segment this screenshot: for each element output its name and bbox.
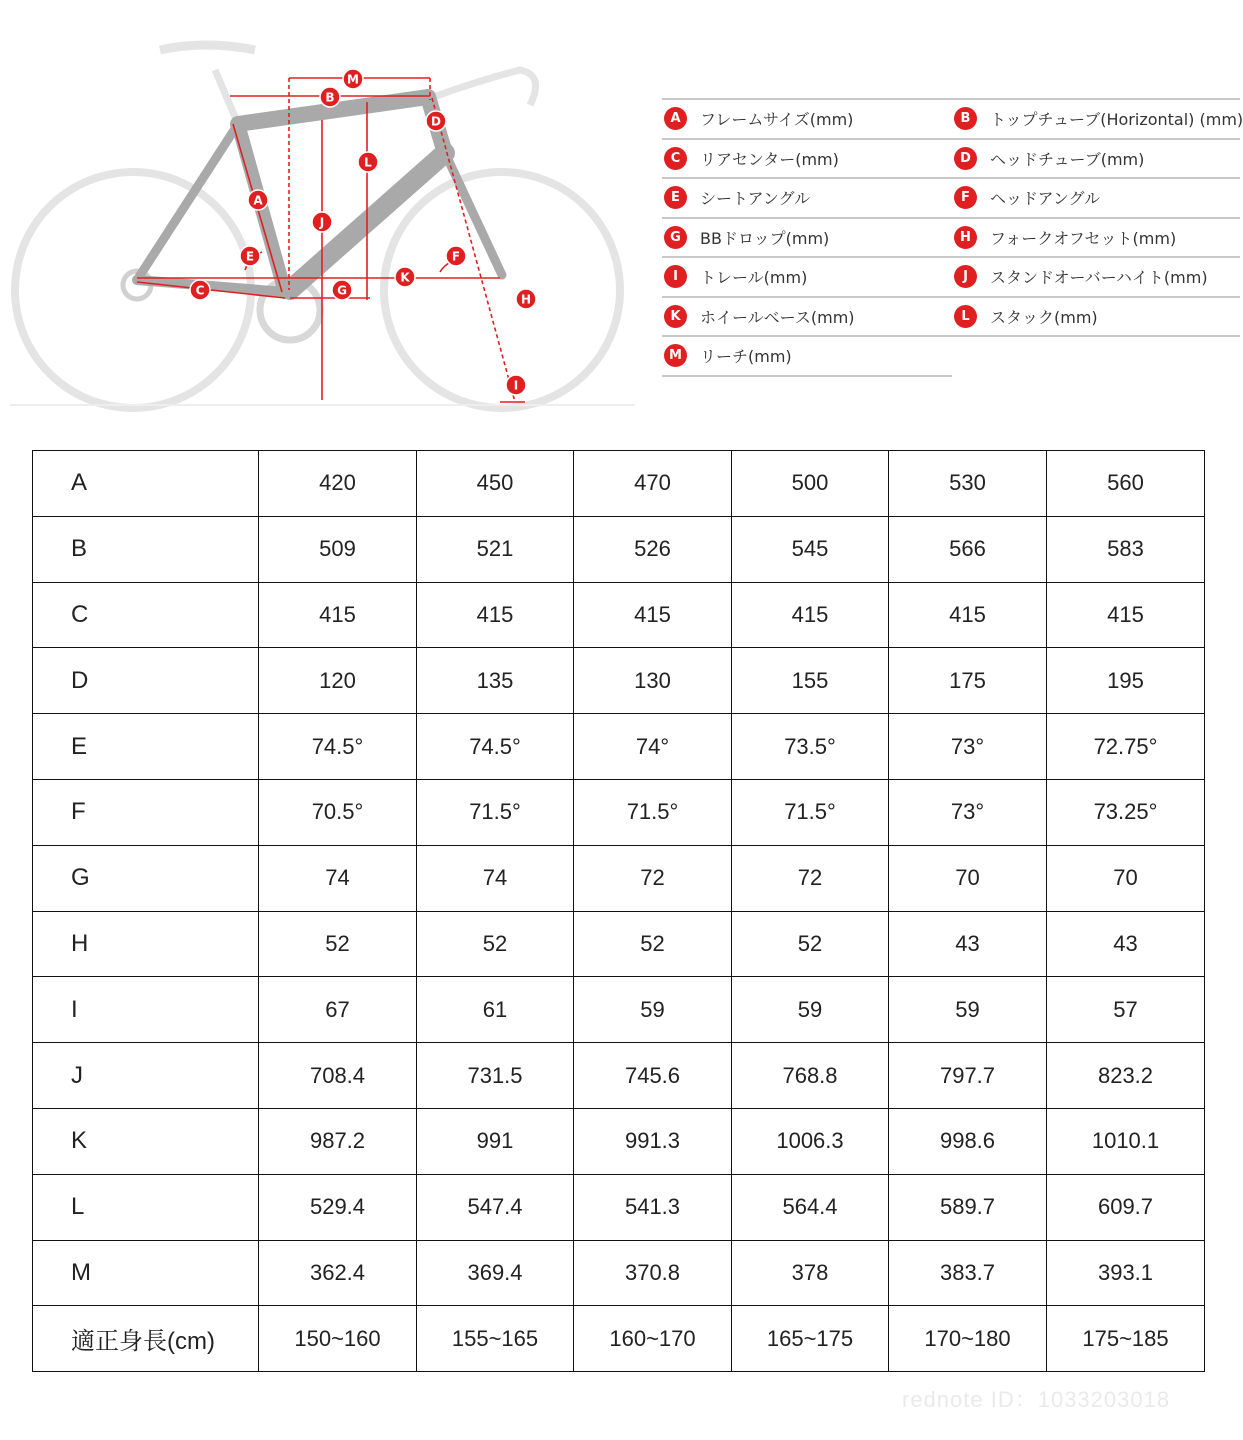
legend-badge: I bbox=[664, 265, 687, 288]
table-cell: 52 bbox=[417, 911, 574, 977]
table-cell: 73° bbox=[889, 779, 1047, 845]
table-cell: 52 bbox=[259, 911, 417, 977]
table-cell: 74° bbox=[574, 714, 732, 780]
table-cell: 998.6 bbox=[889, 1108, 1047, 1174]
table-row bbox=[33, 1240, 1205, 1306]
table-cell: 73.5° bbox=[732, 714, 889, 780]
table-cell: 420 bbox=[259, 451, 417, 517]
table-row bbox=[33, 845, 1205, 911]
legend-badge: J bbox=[954, 265, 977, 288]
legend-label: フレームサイズ(mm) bbox=[700, 110, 854, 129]
legend-label: BBドロップ(mm) bbox=[700, 228, 830, 248]
legend-item-c bbox=[662, 139, 950, 178]
table-cell: 797.7 bbox=[889, 1043, 1047, 1109]
table-cell: 59 bbox=[889, 977, 1047, 1043]
table-cell: 150~160 bbox=[259, 1306, 417, 1372]
marker-c bbox=[190, 280, 210, 300]
table-cell: 175~185 bbox=[1047, 1306, 1205, 1372]
table-cell: 71.5° bbox=[732, 779, 889, 845]
table-cell: 362.4 bbox=[259, 1240, 417, 1306]
svg-text:F: F bbox=[451, 249, 461, 264]
legend-label: シートアングル bbox=[700, 189, 811, 208]
legend-label: リーチ(mm) bbox=[700, 347, 792, 366]
table-cell: 731.5 bbox=[417, 1043, 574, 1109]
table-cell: 509 bbox=[259, 516, 417, 582]
table-cell: 541.3 bbox=[574, 1174, 732, 1240]
legend-item-h bbox=[952, 218, 1240, 257]
table-cell: 1010.1 bbox=[1047, 1108, 1205, 1174]
table-row bbox=[33, 1174, 1205, 1240]
table-cell: 383.7 bbox=[889, 1240, 1047, 1306]
legend-item-j bbox=[952, 257, 1240, 296]
table-cell: 74 bbox=[417, 845, 574, 911]
table-cell: 72 bbox=[574, 845, 732, 911]
table-cell: 470 bbox=[574, 451, 732, 517]
table-cell: 130 bbox=[574, 648, 732, 714]
marker-j bbox=[312, 212, 332, 232]
table-cell: 71.5° bbox=[417, 779, 574, 845]
marker-i bbox=[506, 375, 526, 395]
table-cell: 72.75° bbox=[1047, 714, 1205, 780]
table-cell: 74.5° bbox=[417, 714, 574, 780]
bike-geometry-diagram bbox=[0, 20, 645, 420]
legend-label: スタック(mm) bbox=[990, 307, 1098, 327]
table-cell: 521 bbox=[417, 516, 574, 582]
svg-text:D: D bbox=[431, 114, 441, 129]
marker-k bbox=[395, 267, 415, 287]
svg-text:G: G bbox=[337, 283, 347, 298]
table-cell: 70.5° bbox=[259, 779, 417, 845]
table-cell: 564.4 bbox=[732, 1174, 889, 1240]
legend-badge: F bbox=[954, 186, 977, 209]
table-cell: 120 bbox=[259, 648, 417, 714]
table-row bbox=[33, 516, 1205, 582]
svg-text:J: J bbox=[319, 215, 325, 230]
table-cell: 370.8 bbox=[574, 1240, 732, 1306]
marker-g bbox=[332, 280, 352, 300]
legend-badge: C bbox=[664, 147, 687, 170]
table-cell: 529.4 bbox=[259, 1174, 417, 1240]
row-label: I bbox=[33, 977, 259, 1043]
table-cell: 415 bbox=[889, 582, 1047, 648]
legend-divider bbox=[662, 217, 1240, 219]
table-cell: 987.2 bbox=[259, 1108, 417, 1174]
row-label: B bbox=[33, 516, 259, 582]
table-cell: 768.8 bbox=[732, 1043, 889, 1109]
table-cell: 708.4 bbox=[259, 1043, 417, 1109]
table-cell: 583 bbox=[1047, 516, 1205, 582]
table-cell: 560 bbox=[1047, 451, 1205, 517]
legend-item-b bbox=[952, 99, 1243, 138]
table-cell: 530 bbox=[889, 451, 1047, 517]
table-cell: 155 bbox=[732, 648, 889, 714]
legend-item-d bbox=[952, 139, 1240, 178]
legend-divider bbox=[662, 98, 1240, 100]
legend-item-l bbox=[952, 297, 1240, 336]
legend-item-k bbox=[662, 297, 950, 336]
table-row bbox=[33, 714, 1205, 780]
legend-label: ヘッドアングル bbox=[990, 189, 1101, 208]
table-cell: 71.5° bbox=[574, 779, 732, 845]
table-cell: 415 bbox=[574, 582, 732, 648]
table-cell: 160~170 bbox=[574, 1306, 732, 1372]
table-cell: 823.2 bbox=[1047, 1043, 1205, 1109]
table-cell: 991 bbox=[417, 1108, 574, 1174]
legend-item-f bbox=[952, 178, 1240, 217]
table-row bbox=[33, 451, 1205, 517]
legend-item-e bbox=[662, 178, 950, 217]
table-cell: 59 bbox=[574, 977, 732, 1043]
marker-f bbox=[446, 246, 466, 266]
svg-text:K: K bbox=[400, 270, 410, 285]
table-cell: 415 bbox=[732, 582, 889, 648]
table-cell: 175 bbox=[889, 648, 1047, 714]
svg-text:E: E bbox=[245, 249, 255, 264]
table-cell: 415 bbox=[1047, 582, 1205, 648]
table-cell: 991.3 bbox=[574, 1108, 732, 1174]
table-row bbox=[33, 779, 1205, 845]
row-label: 適正身長(cm) bbox=[33, 1306, 259, 1372]
legend-item-i bbox=[662, 257, 950, 296]
row-label: K bbox=[33, 1108, 259, 1174]
table-cell: 500 bbox=[732, 451, 889, 517]
table-row bbox=[33, 1108, 1205, 1174]
table-cell: 52 bbox=[732, 911, 889, 977]
legend-badge: A bbox=[664, 107, 687, 130]
table-cell: 415 bbox=[259, 582, 417, 648]
table-cell: 745.6 bbox=[574, 1043, 732, 1109]
bike-frame bbox=[137, 97, 502, 292]
svg-text:B: B bbox=[325, 90, 335, 105]
row-label: F bbox=[33, 779, 259, 845]
marker-m bbox=[343, 69, 363, 89]
table-cell: 70 bbox=[1047, 845, 1205, 911]
table-cell: 155~165 bbox=[417, 1306, 574, 1372]
legend-label: ホイールベース(mm) bbox=[700, 307, 855, 327]
table-cell: 393.1 bbox=[1047, 1240, 1205, 1306]
legend-divider bbox=[662, 296, 1240, 298]
legend-label: リアセンター(mm) bbox=[700, 149, 839, 169]
marker-l bbox=[358, 152, 378, 172]
table-cell: 67 bbox=[259, 977, 417, 1043]
svg-text:C: C bbox=[195, 283, 205, 298]
table-cell: 195 bbox=[1047, 648, 1205, 714]
table-cell: 1006.3 bbox=[732, 1108, 889, 1174]
table-cell: 609.7 bbox=[1047, 1174, 1205, 1240]
table-cell: 59 bbox=[732, 977, 889, 1043]
legend-label: トレール(mm) bbox=[700, 268, 808, 287]
table-row bbox=[33, 977, 1205, 1043]
table-row bbox=[33, 911, 1205, 977]
watermark: rednote ID：1033203018 bbox=[902, 1387, 1171, 1412]
table-cell: 547.4 bbox=[417, 1174, 574, 1240]
row-label: C bbox=[33, 582, 259, 648]
legend-divider bbox=[662, 256, 1240, 258]
legend-badge: D bbox=[954, 147, 977, 170]
row-label: D bbox=[33, 648, 259, 714]
marker-e bbox=[240, 246, 260, 266]
legend-item-m bbox=[662, 336, 950, 375]
legend-label: フォークオフセット(mm) bbox=[990, 228, 1177, 248]
table-cell: 73° bbox=[889, 714, 1047, 780]
table-cell: 450 bbox=[417, 451, 574, 517]
row-label: E bbox=[33, 714, 259, 780]
table-cell: 70 bbox=[889, 845, 1047, 911]
legend-divider bbox=[662, 375, 952, 377]
svg-text:A: A bbox=[253, 193, 263, 208]
legend-badge: H bbox=[954, 226, 977, 249]
table-cell: 378 bbox=[732, 1240, 889, 1306]
legend-item-g bbox=[662, 218, 950, 257]
svg-text:I: I bbox=[513, 378, 519, 393]
table-cell: 566 bbox=[889, 516, 1047, 582]
row-label: M bbox=[33, 1240, 259, 1306]
legend-item-a bbox=[662, 99, 950, 138]
marker-a bbox=[248, 190, 268, 210]
table-cell: 545 bbox=[732, 516, 889, 582]
dimension-lines bbox=[137, 78, 525, 402]
legend-divider bbox=[662, 177, 1240, 179]
legend-badge: B bbox=[954, 107, 977, 130]
row-label: A bbox=[33, 451, 259, 517]
legend-label: トップチューブ(Horizontal) (mm) bbox=[990, 110, 1243, 129]
table-row bbox=[33, 1306, 1205, 1372]
table-cell: 526 bbox=[574, 516, 732, 582]
svg-text:M: M bbox=[347, 72, 359, 87]
table-cell: 43 bbox=[889, 911, 1047, 977]
table-cell: 74.5° bbox=[259, 714, 417, 780]
table-cell: 52 bbox=[574, 911, 732, 977]
legend-divider bbox=[662, 138, 1240, 140]
row-label: H bbox=[33, 911, 259, 977]
svg-text:L: L bbox=[364, 155, 372, 170]
legend-label: ヘッドチューブ(mm) bbox=[990, 149, 1145, 169]
legend-badge: G bbox=[664, 226, 687, 249]
row-label: J bbox=[33, 1043, 259, 1109]
table-row bbox=[33, 582, 1205, 648]
table-row bbox=[33, 648, 1205, 714]
table-cell: 170~180 bbox=[889, 1306, 1047, 1372]
table-row bbox=[33, 1043, 1205, 1109]
legend-label: スタンドオーバーハイト(mm) bbox=[990, 268, 1208, 287]
marker-d bbox=[426, 111, 446, 131]
table-cell: 43 bbox=[1047, 911, 1205, 977]
table-cell: 74 bbox=[259, 845, 417, 911]
table-cell: 73.25° bbox=[1047, 779, 1205, 845]
geometry-table bbox=[32, 450, 1205, 1372]
table-cell: 61 bbox=[417, 977, 574, 1043]
legend-badge: K bbox=[664, 305, 687, 328]
legend-badge: L bbox=[954, 305, 977, 328]
table-cell: 57 bbox=[1047, 977, 1205, 1043]
table-cell: 589.7 bbox=[889, 1174, 1047, 1240]
table-cell: 415 bbox=[417, 582, 574, 648]
legend-badge: M bbox=[664, 344, 687, 367]
svg-text:H: H bbox=[520, 292, 532, 307]
table-cell: 135 bbox=[417, 648, 574, 714]
legend-divider bbox=[662, 335, 1240, 337]
legend-badge: E bbox=[664, 186, 687, 209]
row-label: L bbox=[33, 1174, 259, 1240]
marker-b bbox=[320, 87, 340, 107]
table-cell: 72 bbox=[732, 845, 889, 911]
table-cell: 165~175 bbox=[732, 1306, 889, 1372]
row-label: G bbox=[33, 845, 259, 911]
table-cell: 369.4 bbox=[417, 1240, 574, 1306]
marker-h bbox=[516, 289, 536, 309]
